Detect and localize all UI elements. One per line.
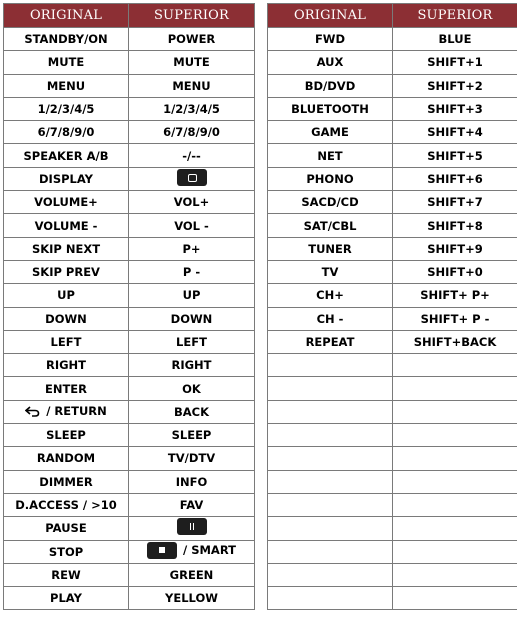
table-row xyxy=(268,144,517,167)
table-row xyxy=(4,563,255,586)
original-label: CH+ xyxy=(316,288,344,303)
original-label: AUX xyxy=(316,55,344,70)
original-label: GAME xyxy=(311,125,349,140)
superior-label: P+ xyxy=(182,241,201,256)
superior-cell xyxy=(129,587,255,610)
original-label: SACD/CD xyxy=(301,195,359,210)
table-row xyxy=(268,587,517,610)
table-row xyxy=(4,470,255,493)
original-cell xyxy=(268,214,393,237)
superior-label: SHIFT+3 xyxy=(427,102,483,117)
return-arrow-icon xyxy=(25,406,40,417)
table-row xyxy=(268,493,517,516)
original-label: STANDBY/ON xyxy=(24,32,108,47)
superior-label: / SMART xyxy=(182,543,236,558)
empty-cell xyxy=(268,400,393,423)
original-cell xyxy=(268,330,393,353)
superior-label: SHIFT+2 xyxy=(427,78,483,93)
table-row xyxy=(268,354,517,377)
original-label: MUTE xyxy=(47,55,85,70)
superior-cell xyxy=(393,237,517,260)
superior-label: YELLOW xyxy=(165,591,218,606)
superior-label: 6/7/8/9/0 xyxy=(163,125,220,140)
table-row xyxy=(268,377,517,400)
display-button-icon xyxy=(177,169,207,186)
superior-cell xyxy=(129,447,255,470)
original-label: PHONO xyxy=(306,171,354,186)
original-cell xyxy=(268,284,393,307)
superior-cell xyxy=(129,517,255,540)
original-label: SKIP PREV xyxy=(32,265,100,280)
empty-cell xyxy=(393,493,517,516)
superior-cell xyxy=(393,330,517,353)
empty-cell xyxy=(268,377,393,400)
original-cell xyxy=(268,121,393,144)
superior-label: P - xyxy=(182,265,201,280)
original-cell xyxy=(4,260,129,283)
pause-button-icon xyxy=(177,518,207,535)
table-row xyxy=(4,97,255,120)
superior-cell xyxy=(129,191,255,214)
table-row xyxy=(268,167,517,190)
original-label: BD/DVD xyxy=(304,78,356,93)
superior-cell xyxy=(129,354,255,377)
superior-cell xyxy=(393,144,517,167)
original-cell xyxy=(268,74,393,97)
table-row xyxy=(268,214,517,237)
empty-cell xyxy=(268,563,393,586)
table-row xyxy=(4,74,255,97)
table-row xyxy=(268,74,517,97)
table-row xyxy=(4,400,255,423)
original-label: BLUETOOTH xyxy=(291,102,369,117)
original-label: CH - xyxy=(316,311,344,326)
superior-label: SHIFT+9 xyxy=(427,241,483,256)
original-label: SKIP NEXT xyxy=(31,241,101,256)
superior-label: SHIFT+1 xyxy=(427,55,483,70)
original-cell xyxy=(268,28,393,51)
table-row xyxy=(4,284,255,307)
stop-button-icon xyxy=(147,542,177,559)
superior-label: SHIFT+0 xyxy=(427,265,483,280)
empty-cell xyxy=(393,354,517,377)
original-cell xyxy=(4,28,129,51)
original-cell xyxy=(268,260,393,283)
original-cell xyxy=(268,51,393,74)
original-cell xyxy=(4,284,129,307)
superior-cell xyxy=(129,470,255,493)
superior-cell xyxy=(129,377,255,400)
superior-label: SHIFT+6 xyxy=(427,171,483,186)
table-row xyxy=(4,540,255,563)
header-original: ORIGINAL xyxy=(268,4,393,28)
table-row xyxy=(268,307,517,330)
table-row xyxy=(4,121,255,144)
superior-cell xyxy=(129,424,255,447)
original-label: / RETURN xyxy=(46,404,107,419)
empty-cell xyxy=(268,424,393,447)
superior-label: FAV xyxy=(179,498,204,513)
original-label: DOWN xyxy=(45,311,87,326)
table-row xyxy=(268,540,517,563)
superior-cell xyxy=(129,284,255,307)
empty-cell xyxy=(393,470,517,493)
table-row xyxy=(4,214,255,237)
original-label: 6/7/8/9/0 xyxy=(37,125,95,140)
table-row xyxy=(4,377,255,400)
table-row xyxy=(4,447,255,470)
table-body xyxy=(4,28,255,610)
original-label: SPEAKER A/B xyxy=(23,148,109,163)
empty-cell xyxy=(393,517,517,540)
empty-cell xyxy=(393,424,517,447)
table-row xyxy=(4,424,255,447)
original-label: VOLUME - xyxy=(34,218,98,233)
superior-label: LEFT xyxy=(176,335,207,349)
original-cell xyxy=(4,121,129,144)
mapping-table-left xyxy=(3,3,255,610)
original-cell xyxy=(4,51,129,74)
superior-cell xyxy=(393,28,517,51)
original-label: DISPLAY xyxy=(39,171,93,186)
superior-label: MENU xyxy=(172,78,211,93)
superior-label: MUTE xyxy=(173,55,210,70)
empty-cell xyxy=(268,517,393,540)
original-label: TUNER xyxy=(308,241,352,256)
table-row xyxy=(4,330,255,353)
original-label: VOLUME+ xyxy=(34,195,98,210)
original-cell xyxy=(268,144,393,167)
superior-label: POWER xyxy=(167,32,216,47)
superior-label: SHIFT+8 xyxy=(427,218,483,233)
superior-cell xyxy=(129,237,255,260)
superior-cell xyxy=(393,307,517,330)
header-superior: SUPERIOR xyxy=(129,4,255,28)
original-cell xyxy=(4,354,129,377)
superior-label: -/-- xyxy=(182,148,201,163)
superior-cell xyxy=(393,74,517,97)
original-cell xyxy=(4,587,129,610)
superior-label: SHIFT+ P - xyxy=(420,311,490,326)
empty-cell xyxy=(268,470,393,493)
original-cell xyxy=(4,144,129,167)
superior-cell xyxy=(393,260,517,283)
original-cell xyxy=(4,191,129,214)
original-label: TV xyxy=(321,265,339,280)
superior-cell xyxy=(129,330,255,353)
original-label: SLEEP xyxy=(46,428,86,443)
empty-cell xyxy=(268,587,393,610)
table-row xyxy=(268,470,517,493)
header-original: ORIGINAL xyxy=(4,4,129,28)
superior-cell xyxy=(393,167,517,190)
empty-cell xyxy=(393,563,517,586)
superior-label: SHIFT+5 xyxy=(427,148,483,163)
original-label: REPEAT xyxy=(305,335,355,349)
superior-label: SHIFT+ P+ xyxy=(420,288,490,303)
original-label: RANDOM xyxy=(36,451,96,466)
superior-label: BLUE xyxy=(438,32,472,47)
superior-cell xyxy=(129,400,255,423)
table-row xyxy=(268,237,517,260)
original-cell xyxy=(4,307,129,330)
table-row xyxy=(4,307,255,330)
original-cell xyxy=(4,540,129,563)
original-label: PLAY xyxy=(50,591,82,606)
table-row xyxy=(4,144,255,167)
table-row xyxy=(268,284,517,307)
table-row xyxy=(4,237,255,260)
superior-label: 1/2/3/4/5 xyxy=(163,102,220,117)
empty-cell xyxy=(393,447,517,470)
superior-label: SHIFT+BACK xyxy=(413,335,497,349)
superior-cell xyxy=(129,121,255,144)
superior-cell xyxy=(129,214,255,237)
empty-cell xyxy=(393,587,517,610)
superior-label: VOL+ xyxy=(173,195,210,210)
superior-label: VOL - xyxy=(174,218,209,233)
superior-cell xyxy=(393,191,517,214)
superior-label: INFO xyxy=(175,474,208,489)
table-row xyxy=(4,260,255,283)
original-label: MENU xyxy=(46,78,86,93)
superior-label: OK xyxy=(182,381,201,396)
original-cell xyxy=(4,563,129,586)
superior-cell xyxy=(393,97,517,120)
original-label: ENTER xyxy=(44,381,88,396)
empty-cell xyxy=(393,540,517,563)
header-row xyxy=(268,4,517,28)
superior-cell xyxy=(129,260,255,283)
original-cell xyxy=(4,74,129,97)
table-row xyxy=(268,28,517,51)
original-label: FWD xyxy=(314,32,346,47)
original-cell xyxy=(4,377,129,400)
superior-cell xyxy=(393,51,517,74)
superior-label: DOWN xyxy=(170,311,213,326)
superior-label: SHIFT+4 xyxy=(427,125,483,140)
original-label: STOP xyxy=(48,544,84,559)
original-label: 1/2/3/4/5 xyxy=(37,102,95,117)
table-row xyxy=(4,354,255,377)
superior-cell xyxy=(129,144,255,167)
original-label: PAUSE xyxy=(45,521,87,536)
original-cell xyxy=(268,237,393,260)
superior-label: TV/DTV xyxy=(167,451,216,466)
original-cell xyxy=(4,237,129,260)
original-cell xyxy=(268,167,393,190)
original-label: UP xyxy=(57,288,75,303)
superior-cell xyxy=(129,493,255,516)
table-row xyxy=(4,517,255,540)
header-row xyxy=(4,4,255,28)
superior-label: RIGHT xyxy=(171,358,212,373)
table-row xyxy=(268,260,517,283)
superior-cell xyxy=(393,284,517,307)
original-label: LEFT xyxy=(50,335,82,349)
table-row xyxy=(268,424,517,447)
superior-label: GREEN xyxy=(169,567,214,582)
empty-cell xyxy=(268,447,393,470)
superior-cell xyxy=(129,563,255,586)
empty-cell xyxy=(268,540,393,563)
table-row xyxy=(4,51,255,74)
original-label: SAT/CBL xyxy=(303,218,357,233)
original-cell xyxy=(4,447,129,470)
empty-cell xyxy=(268,354,393,377)
original-label: NET xyxy=(317,148,343,163)
empty-cell xyxy=(393,400,517,423)
original-cell xyxy=(4,517,129,540)
superior-label: UP xyxy=(182,288,201,303)
table-row xyxy=(268,51,517,74)
original-cell xyxy=(4,493,129,516)
original-label: REW xyxy=(51,567,81,582)
table-row xyxy=(268,447,517,470)
original-label: RIGHT xyxy=(45,358,87,373)
original-cell xyxy=(268,97,393,120)
original-cell xyxy=(4,167,129,190)
table-row xyxy=(268,330,517,353)
table-row xyxy=(268,191,517,214)
table-row xyxy=(268,517,517,540)
original-cell xyxy=(4,330,129,353)
table-row xyxy=(4,191,255,214)
original-cell xyxy=(4,470,129,493)
header-superior: SUPERIOR xyxy=(393,4,517,28)
empty-cell xyxy=(393,377,517,400)
superior-cell xyxy=(129,540,255,563)
superior-cell xyxy=(393,121,517,144)
superior-label: SHIFT+7 xyxy=(427,195,483,210)
table-row xyxy=(4,28,255,51)
table-row xyxy=(268,400,517,423)
original-cell xyxy=(4,424,129,447)
superior-label: SLEEP xyxy=(171,428,212,443)
table-row xyxy=(268,121,517,144)
superior-cell xyxy=(129,167,255,190)
original-cell xyxy=(4,97,129,120)
table-row xyxy=(268,97,517,120)
mapping-table-right xyxy=(267,3,517,610)
original-cell xyxy=(268,307,393,330)
superior-cell xyxy=(129,28,255,51)
empty-cell xyxy=(268,493,393,516)
original-cell xyxy=(4,214,129,237)
superior-cell xyxy=(129,307,255,330)
original-label: D.ACCESS / >10 xyxy=(15,498,117,513)
original-label: DIMMER xyxy=(39,474,93,489)
original-cell xyxy=(268,191,393,214)
table-row xyxy=(4,587,255,610)
superior-cell xyxy=(129,74,255,97)
table-body xyxy=(268,28,517,610)
table-row xyxy=(268,563,517,586)
superior-label: BACK xyxy=(173,404,210,419)
table-row xyxy=(4,493,255,516)
original-cell xyxy=(4,400,129,423)
superior-cell xyxy=(129,51,255,74)
superior-cell xyxy=(129,97,255,120)
table-row xyxy=(4,167,255,190)
superior-cell xyxy=(393,214,517,237)
